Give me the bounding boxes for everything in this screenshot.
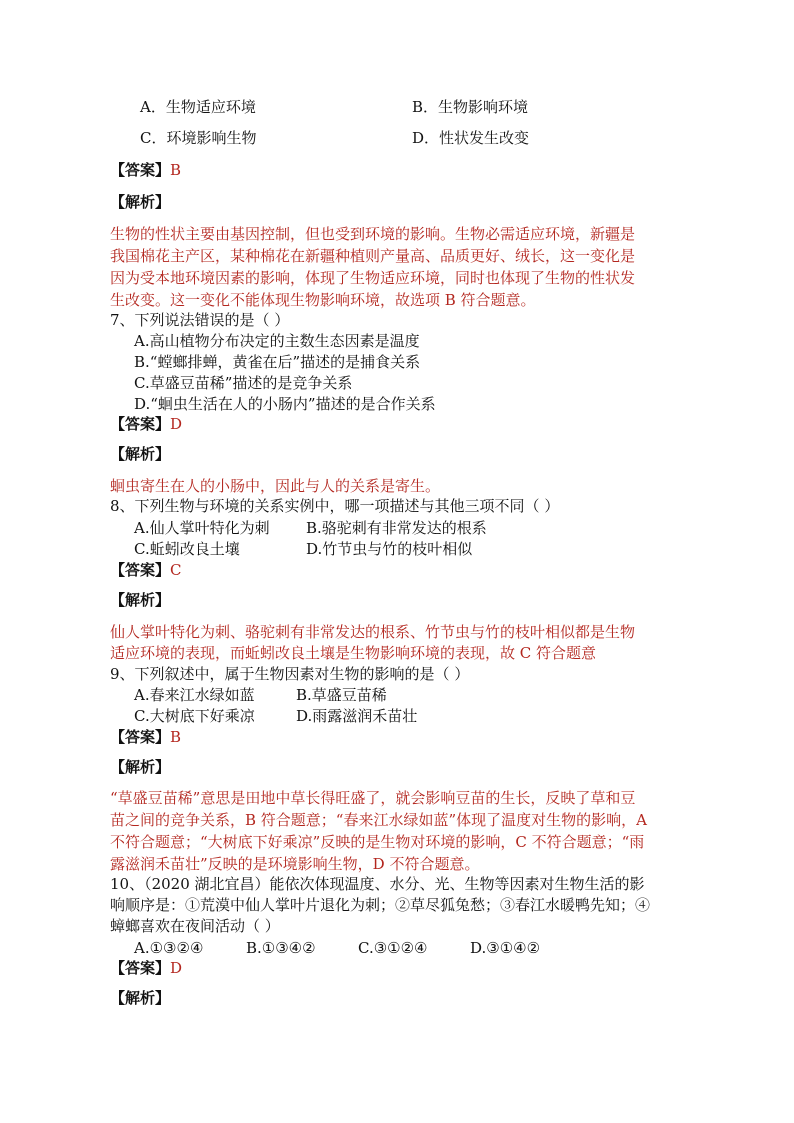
q7-option-c: C.草盛豆苗稀”描述的是竞争关系 [134, 374, 353, 392]
answer-label: 【答案】 [110, 161, 171, 179]
q8-option-c: C.蚯蚓改良土壤 [134, 540, 240, 558]
q8-stem: 8、下列生物与环境的关系实例中，哪一项描述与其他三项不同（ ） [110, 497, 560, 515]
q8-option-a: A.仙人掌叶特化为刺 [134, 519, 270, 537]
answer-value: D [170, 415, 183, 433]
answer-label: 【答案】 [110, 728, 171, 746]
q7-stem: 7、下列说法错误的是（ ） [110, 311, 290, 329]
q6-explain-line: 因为受本地环境因素的影响，体现了生物适应环境，同时也体现了生物的性状发 [110, 269, 636, 287]
q9-explain-line: “草盛豆苗稀”意思是田地中草长得旺盛了，就会影响豆苗的生长，反映了草和豆 [110, 789, 636, 807]
q8-option-b: B.骆驼刺有非常发达的根系 [306, 519, 487, 537]
q7-option-b: B.“螳螂排蝉，黄雀在后”描述的是捕食关系 [134, 353, 421, 371]
answer-value: B [170, 161, 182, 179]
q9-option-a: A.春来江水绿如蓝 [134, 686, 255, 704]
q6-explain-label: 【解析】 [110, 193, 171, 211]
q7-explain-label: 【解析】 [110, 445, 171, 463]
q7-option-d: D.“蛔虫生活在人的小肠内”描述的是合作关系 [134, 395, 436, 413]
q9-option-d: D.雨露滋润禾苗壮 [296, 707, 418, 725]
answer-value: B [170, 728, 182, 746]
q6-option-c: C．环境影响生物 [140, 129, 257, 147]
q8-explain-label: 【解析】 [110, 591, 171, 609]
q7-answer [110, 414, 182, 434]
answer-label: 【答案】 [110, 959, 171, 977]
q9-answer [110, 727, 181, 747]
q10-stem-line: 10、（2020 湖北宜昌）能依次体现温度、水分、光、生物等因素对生物生活的影 [110, 875, 645, 893]
q8-explain-line: 仙人掌叶特化为刺、骆驼刺有非常发达的根系、竹节虫与竹的枝叶相似都是生物 [110, 623, 636, 641]
q10-option-a: A.①③②④ [134, 939, 204, 957]
q9-explain-label: 【解析】 [110, 758, 171, 776]
q10-option-b: B.①③④② [246, 939, 316, 957]
q6-option-a: A．生物适应环境 [140, 98, 256, 116]
q6-answer [110, 160, 181, 180]
q8-explain-line: 适应环境的表现，而蚯蚓改良土壤是生物影响环境的表现，故 C 符合题意 [110, 644, 597, 662]
q10-stem-line: 响顺序是：①荒漠中仙人掌叶片退化为刺；②草尽狐兔愁；③春江水暖鸭先知；④ [110, 896, 651, 914]
q6-explain-line: 生改变。这一变化不能体现生物影响环境，故选项 B 符合题意。 [110, 291, 536, 309]
q9-stem: 9、下列叙述中，属于生物因素对生物的影响的是（ ） [110, 665, 470, 683]
q6-explain-line: 生物的性状主要由基因控制，但也受到环境的影响。生物必需适应环境，新疆是 [110, 225, 636, 243]
q10-option-c: C.③①②④ [358, 939, 428, 957]
q6-option-b: B．生物影响环境 [412, 98, 529, 116]
q10-answer [110, 958, 182, 978]
q6-explain-line: 我国棉花主产区，某种棉花在新疆种植则产量高、品质更好、绒长，这一变化是 [110, 247, 636, 265]
q9-option-b: B.草盛豆苗稀 [296, 686, 387, 704]
q9-option-c: C.大树底下好乘凉 [134, 707, 255, 725]
q10-option-d: D.③①④② [470, 939, 541, 957]
q7-explain-line: 蛔虫寄生在人的小肠中，因此与人的关系是寄生。 [110, 477, 441, 495]
q10-stem-line: 蟑螂喜欢在夜间活动（ ） [110, 917, 280, 935]
answer-value: C [170, 561, 182, 579]
q9-explain-line: 露滋润禾苗壮”反映的是环境影响生物，D 不符合题意。 [110, 855, 480, 873]
q8-option-d: D.竹节虫与竹的枝叶相似 [306, 540, 473, 558]
q9-explain-line: 苗之间的竞争关系，B 符合题意；“春来江水绿如蓝”体现了温度对生物的影响，A [110, 811, 647, 829]
q7-option-a: A.高山植物分布决定的主数生态因素是温度 [134, 332, 420, 350]
q10-explain-label: 【解析】 [110, 989, 171, 1007]
answer-label: 【答案】 [110, 415, 171, 433]
answer-label: 【答案】 [110, 561, 171, 579]
q8-answer [110, 560, 182, 580]
q6-option-d: D．性状发生改变 [412, 129, 530, 147]
q9-explain-line: 不符合题意；“大树底下好乘凉”反映的是生物对环境的影响，C 不符合题意；“雨 [110, 833, 645, 851]
answer-value: D [170, 959, 183, 977]
